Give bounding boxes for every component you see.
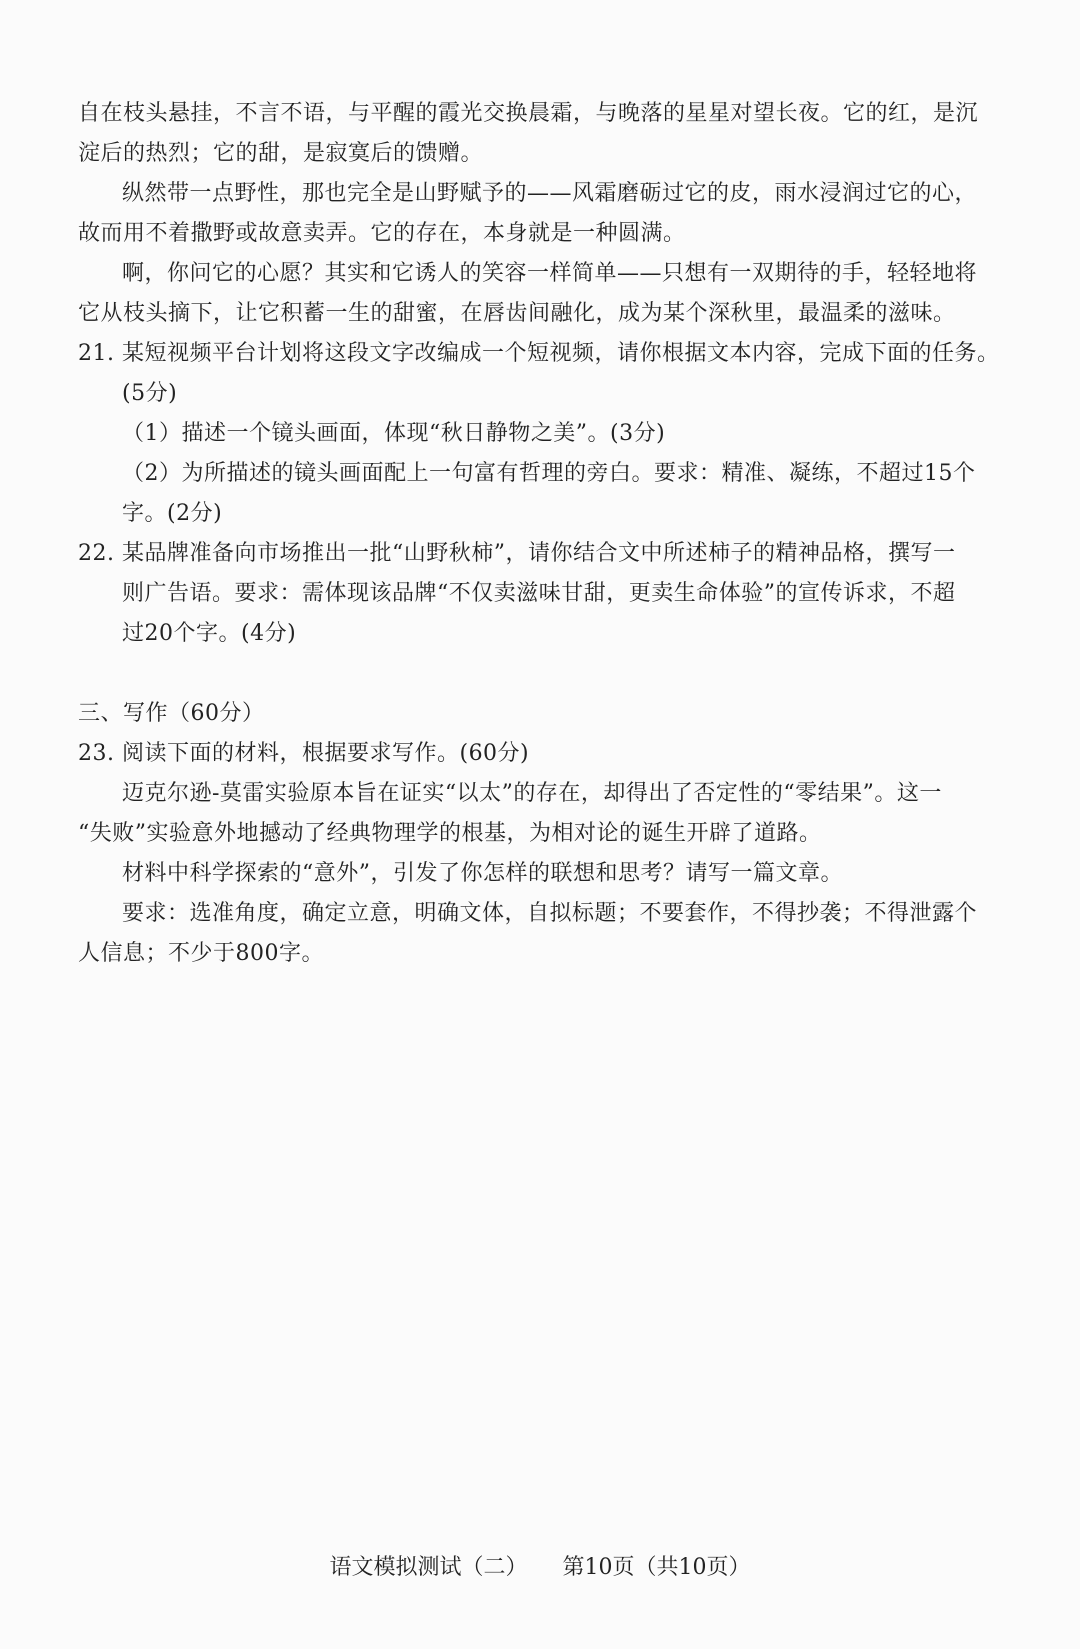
- sub-question-1: （1）描述一个镜头画面，体现“秋日静物之美”。(3分): [122, 421, 666, 446]
- writing-requirements-cont: 人信息；不少于800字。: [78, 941, 324, 966]
- page-number: 第10页（共10页）: [562, 1555, 751, 1580]
- passage-line: 啊，你问它的心愿？其实和它诱人的笑容一样简单——只想有一双期待的手，轻轻地将: [122, 261, 978, 286]
- question-line: 22. 某品牌准备向市场推出一批“山野秋柿”，请你结合文中所述柿子的精神品格，撰写一: [78, 541, 956, 566]
- exam-title: 语文模拟测试（二）: [329, 1555, 528, 1580]
- section-heading: 三、写作（60分）: [78, 701, 265, 726]
- material-line: 迈克尔逊-莫雷实验原本旨在证实“以太”的存在，却得出了否定性的“零结果”。这一: [122, 781, 942, 806]
- question-23-prompt: 23. 阅读下面的材料，根据要求写作。(60分): [78, 741, 530, 766]
- passage-line: 淀后的热烈；它的甜，是寂寞后的馈赠。: [78, 141, 484, 166]
- sub-question-2: （2）为所描述的镜头画面配上一句富有哲理的旁白。要求：精准、凝练，不超过15个: [122, 461, 976, 486]
- sub-question-2-cont: 字。(2分): [122, 501, 223, 526]
- material-line: “失败”实验意外地撼动了经典物理学的根基，为相对论的诞生开辟了道路。: [78, 821, 822, 846]
- material-question: 材料中科学探索的“意外”，引发了你怎样的联想和思考？请写一篇文章。: [122, 861, 843, 886]
- question-line: 21. 某短视频平台计划将这段文字改编成一个短视频，请你根据文本内容，完成下面的任务。: [78, 341, 1000, 366]
- passage-line: 它从枝头摘下，让它积蓄一生的甜蜜，在唇齿间融化，成为某个深秋里，最温柔的滋味。: [78, 301, 956, 326]
- passage-line: 故而用不着撒野或故意卖弄。它的存在，本身就是一种圆满。: [78, 221, 686, 246]
- page-footer: [0, 1554, 1080, 1582]
- passage-line: 自在枝头悬挂，不言不语，与平醒的霞光交换晨霜，与晚落的星星对望长夜。它的红，是沉: [78, 101, 979, 126]
- question-score: (5分): [122, 381, 178, 406]
- question-line: 过20个字。(4分): [122, 621, 297, 646]
- question-line: 则广告语。要求：需体现该品牌“不仅卖滋味甘甜，更卖生命体验”的宣传诉求，不超: [122, 581, 956, 606]
- passage-line: 纵然带一点野性，那也完全是山野赋予的——风霜磨砺过它的皮，雨水浸润过它的心，: [122, 181, 978, 206]
- writing-requirements: 要求：选准角度，确定立意，明确文体，自拟标题；不要套作，不得抄袭；不得泄露个: [122, 901, 978, 926]
